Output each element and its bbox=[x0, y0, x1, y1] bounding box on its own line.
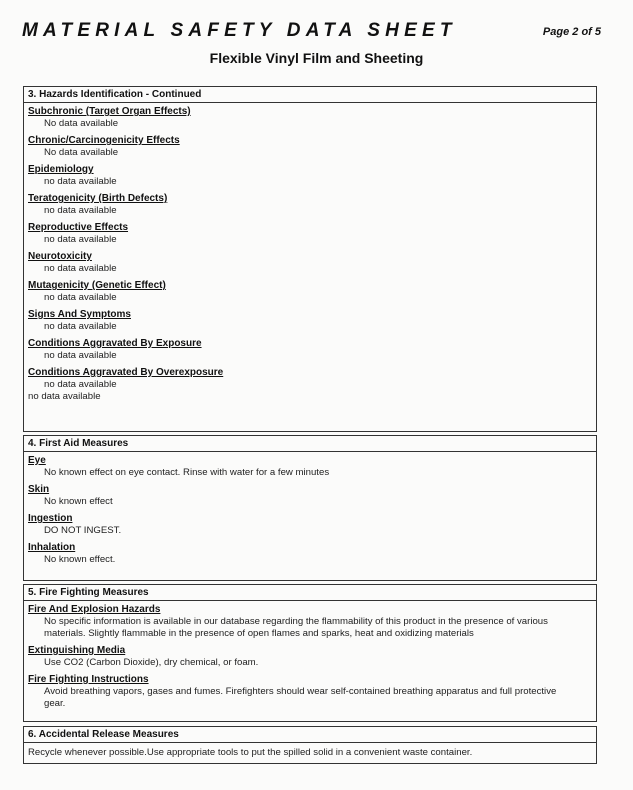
section-body-text: Recycle whenever possible.Use appropriate tools to put the spilled solid in a convenient waste container. bbox=[28, 747, 473, 758]
item-label: Eye bbox=[28, 455, 46, 466]
item-label: Epidemiology bbox=[28, 164, 94, 175]
hazard-item-reproductive bbox=[28, 222, 596, 246]
item-label: Signs And Symptoms bbox=[28, 309, 131, 320]
item-text: No known effect on eye contact. Rinse with water for a few minutes bbox=[44, 467, 330, 478]
item-label: Teratogenicity (Birth Defects) bbox=[28, 193, 168, 204]
hazard-item-aggravated-overexposure bbox=[28, 367, 596, 391]
section-heading: 6. Accidental Release Measures bbox=[24, 727, 596, 743]
hazard-item-aggravated-exposure bbox=[28, 338, 596, 362]
first-aid-item-ingestion bbox=[28, 513, 596, 537]
section-heading: 3. Hazards Identification - Continued bbox=[24, 87, 596, 103]
fire-item-hazards bbox=[28, 604, 596, 640]
section-first-aid bbox=[23, 435, 597, 581]
first-aid-item-skin bbox=[28, 484, 596, 508]
hazard-item-neurotoxicity bbox=[28, 251, 596, 275]
item-text: No data available bbox=[44, 118, 119, 129]
item-text: No specific information is available in our database regarding the flammability of this product in the presence of various materials. Slightly flammable in the presence of open flames and sparks, heat and oxidizing materials bbox=[44, 616, 548, 639]
first-aid-item-inhalation bbox=[28, 542, 596, 566]
item-text: no data available bbox=[44, 350, 117, 361]
section-heading: 4. First Aid Measures bbox=[24, 436, 596, 452]
product-name: Flexible Vinyl Film and Sheeting bbox=[209, 50, 424, 66]
item-text: no data available bbox=[44, 205, 117, 216]
item-label: Fire Fighting Instructions bbox=[28, 674, 149, 685]
item-text: no data available bbox=[44, 292, 117, 303]
section-hazards-identification bbox=[23, 86, 597, 432]
item-text: no data available bbox=[44, 176, 117, 187]
document-title: MATERIAL SAFETY DATA SHEET bbox=[22, 20, 457, 41]
page-header bbox=[0, 0, 633, 80]
item-text: no data available bbox=[44, 234, 117, 245]
item-label: Mutagenicity (Genetic Effect) bbox=[28, 280, 166, 291]
first-aid-item-eye bbox=[28, 455, 596, 479]
item-label: Ingestion bbox=[28, 513, 73, 524]
item-label: Conditions Aggravated By Overexposure bbox=[28, 367, 224, 378]
hazard-item-subchronic bbox=[28, 106, 596, 130]
section-fire-fighting bbox=[23, 584, 597, 722]
item-text: DO NOT INGEST. bbox=[44, 525, 122, 536]
item-text: no data available bbox=[44, 379, 117, 390]
item-label: Chronic/Carcinogenicity Effects bbox=[28, 135, 180, 146]
hazard-item-chronic bbox=[28, 135, 596, 159]
item-label: Conditions Aggravated By Exposure bbox=[28, 338, 202, 349]
hazard-item-mutagenicity bbox=[28, 280, 596, 304]
hazard-item-epidemiology bbox=[28, 164, 596, 188]
trailing-note: no data available bbox=[28, 391, 101, 402]
item-text: No known effect bbox=[44, 496, 113, 507]
item-label: Fire And Explosion Hazards bbox=[28, 604, 161, 615]
item-text: Avoid breathing vapors, gases and fumes. Firefighters should wear self-contained breathing apparatus and full protective gear. bbox=[44, 686, 557, 709]
hazard-item-signs-symptoms bbox=[28, 309, 596, 333]
item-text: No known effect. bbox=[44, 554, 116, 565]
item-label: Skin bbox=[28, 484, 50, 495]
item-text: Use CO2 (Carbon Dioxide), dry chemical, or foam. bbox=[44, 657, 259, 668]
item-label: Inhalation bbox=[28, 542, 76, 553]
item-text: no data available bbox=[44, 321, 117, 332]
section-heading: 5. Fire Fighting Measures bbox=[24, 585, 596, 601]
item-text: No data available bbox=[44, 147, 119, 158]
item-label: Extinguishing Media bbox=[28, 645, 126, 656]
fire-item-extinguishing-media bbox=[28, 645, 596, 669]
item-label: Reproductive Effects bbox=[28, 222, 129, 233]
item-label: Neurotoxicity bbox=[28, 251, 92, 262]
hazard-item-teratogenicity bbox=[28, 193, 596, 217]
item-label: Subchronic (Target Organ Effects) bbox=[28, 106, 191, 117]
item-text: no data available bbox=[44, 263, 117, 274]
fire-item-instructions bbox=[28, 674, 596, 710]
page-number: Page 2 of 5 bbox=[542, 26, 601, 38]
section-accidental-release bbox=[23, 726, 597, 764]
